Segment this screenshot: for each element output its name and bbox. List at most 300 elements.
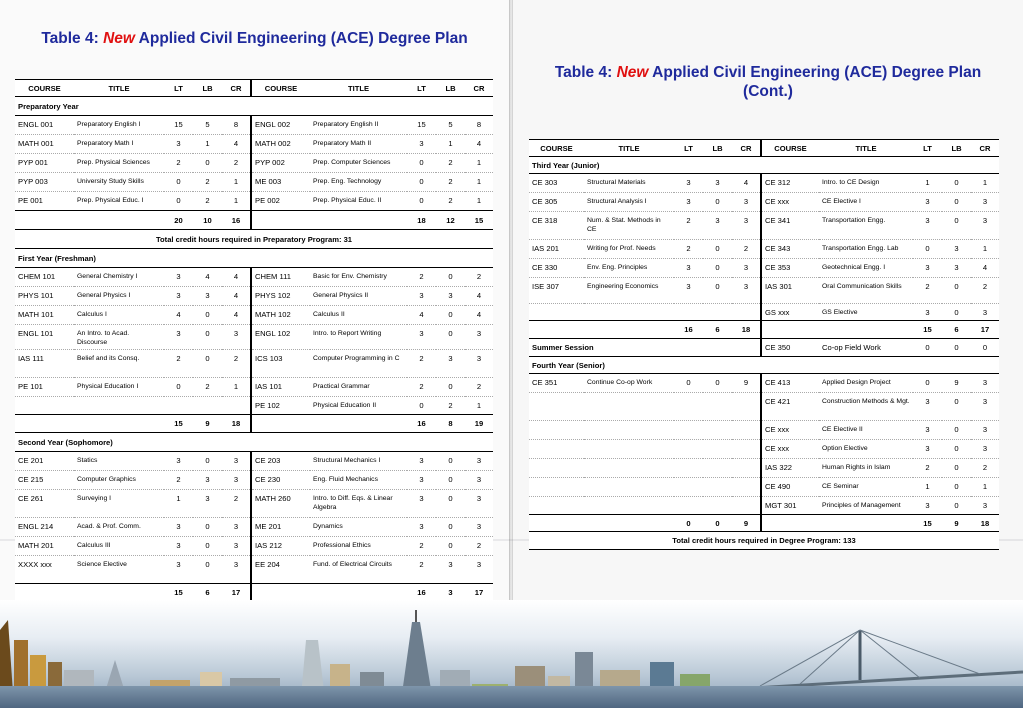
total-value: 15 xyxy=(465,211,493,230)
course-title: Prep. Computer Sciences xyxy=(310,154,407,173)
lecture-hours: 3 xyxy=(913,497,942,515)
course-title: Geotechnical Engg. I xyxy=(819,259,913,278)
lecture-hours: 3 xyxy=(674,259,703,278)
credit-hours: 4 xyxy=(465,287,493,306)
lecture-hours: 1 xyxy=(164,490,193,518)
credit-hours: 3 xyxy=(971,193,999,212)
right-page-title xyxy=(513,63,1023,101)
course-code: MATH 101 xyxy=(15,306,74,325)
course-code: CHEM 101 xyxy=(15,268,74,287)
total-value: 12 xyxy=(436,211,465,230)
lecture-hours: 3 xyxy=(164,287,193,306)
header-title-2: TITLE xyxy=(310,80,407,97)
lecture-hours: 3 xyxy=(407,471,436,490)
credit-hours: 1 xyxy=(222,378,251,397)
lecture-hours: 2 xyxy=(913,459,942,478)
credit-hours: 2 xyxy=(465,378,493,397)
credit-hours: 2 xyxy=(465,537,493,556)
lab-hours: 0 xyxy=(193,556,222,584)
course-code: PE 102 xyxy=(251,397,310,415)
lab-hours: 3 xyxy=(193,471,222,490)
course-code: CE 421 xyxy=(761,393,819,421)
credit-hours: 3 xyxy=(465,556,493,584)
header-course-2: COURSE xyxy=(251,80,310,97)
lecture-hours: 0 xyxy=(674,374,703,393)
total-value: 15 xyxy=(164,415,193,433)
course-code: PE 101 xyxy=(15,378,74,397)
credit-hours: 2 xyxy=(222,350,251,378)
course-title: Basic for Env. Chemistry xyxy=(310,268,407,287)
course-title: Principles of Management xyxy=(819,497,913,515)
course-title xyxy=(584,393,674,421)
total-value: 18 xyxy=(971,515,999,532)
course-title: Intro. to Report Writing xyxy=(310,325,407,350)
course-title: Engineering Economics xyxy=(584,278,674,304)
totals-spacer xyxy=(251,211,407,230)
lecture-hours: 3 xyxy=(913,304,942,321)
course-title: Preparatory Math II xyxy=(310,135,407,154)
lecture-hours: 3 xyxy=(164,537,193,556)
course-row xyxy=(529,478,999,497)
lecture-hours: 3 xyxy=(164,268,193,287)
total-value: 15 xyxy=(164,584,193,601)
course-code: CE 351 xyxy=(529,374,584,393)
lecture-hours: 3 xyxy=(674,278,703,304)
credit-hours: 9 xyxy=(732,374,761,393)
lecture-hours: 1 xyxy=(913,174,942,193)
course-row xyxy=(529,304,999,321)
lab-hours: 3 xyxy=(436,287,465,306)
lecture-hours: 2 xyxy=(164,154,193,173)
section-label: Summer Session xyxy=(529,339,761,357)
degree-plan-table-right xyxy=(529,139,999,550)
lecture-hours: 0 xyxy=(407,173,436,192)
course-row xyxy=(529,259,999,278)
course-title: Surveying I xyxy=(74,490,164,518)
header-course-2: COURSE xyxy=(761,140,819,157)
lab-hours: 0 xyxy=(436,378,465,397)
lab-hours: 0 xyxy=(942,304,971,321)
lecture-hours: 3 xyxy=(674,174,703,193)
lecture-hours: 3 xyxy=(674,193,703,212)
course-title: Computer Programming in C xyxy=(310,350,407,378)
totals-spacer xyxy=(251,584,407,601)
lab-hours: 0 xyxy=(942,421,971,440)
total-value: 18 xyxy=(732,321,761,339)
course-code: CE 490 xyxy=(761,478,819,497)
credit-hours: 2 xyxy=(222,490,251,518)
section-label: Third Year (Junior) xyxy=(529,157,999,174)
course-title: Applied Design Project xyxy=(819,374,913,393)
total-value: 18 xyxy=(222,415,251,433)
section-label: First Year (Freshman) xyxy=(15,249,493,268)
lab-hours: 0 xyxy=(703,374,732,393)
total-value: 0 xyxy=(703,515,732,532)
course-row xyxy=(15,306,493,325)
totals-row xyxy=(529,515,999,532)
credit-hours: 4 xyxy=(222,306,251,325)
credit-hours: 4 xyxy=(222,135,251,154)
lecture-hours: 2 xyxy=(164,471,193,490)
credit-hours: 3 xyxy=(971,374,999,393)
lecture-hours: 2 xyxy=(407,378,436,397)
course-title xyxy=(584,440,674,459)
lab-hours: 0 xyxy=(942,339,971,357)
lecture-hours xyxy=(674,478,703,497)
header-lb-1: LB xyxy=(703,140,732,157)
course-code: IAS 101 xyxy=(251,378,310,397)
course-title: Preparatory English I xyxy=(74,116,164,135)
section-header xyxy=(15,433,493,452)
section-header xyxy=(529,157,999,174)
lecture-hours: 3 xyxy=(407,325,436,350)
lab-hours: 0 xyxy=(193,325,222,350)
course-title: Preparatory Math I xyxy=(74,135,164,154)
credit-hours: 1 xyxy=(465,192,493,211)
course-code: CE 215 xyxy=(15,471,74,490)
total-value: 6 xyxy=(703,321,732,339)
lab-hours: 0 xyxy=(942,393,971,421)
course-title: Env. Eng. Principles xyxy=(584,259,674,278)
lab-hours: 0 xyxy=(942,497,971,515)
credit-hours xyxy=(732,459,761,478)
course-row xyxy=(529,374,999,393)
course-title: Construction Methods & Mgt. xyxy=(819,393,913,421)
course-title: Human Rights in Islam xyxy=(819,459,913,478)
credit-hours: 2 xyxy=(222,154,251,173)
header-cr-1: CR xyxy=(222,80,251,97)
lecture-hours: 4 xyxy=(407,306,436,325)
lab-hours: 3 xyxy=(703,174,732,193)
header-lb-2: LB xyxy=(942,140,971,157)
credit-hours: 3 xyxy=(222,325,251,350)
course-code: PYP 001 xyxy=(15,154,74,173)
total-value: 10 xyxy=(193,211,222,230)
course-row xyxy=(15,325,493,350)
course-row xyxy=(15,287,493,306)
course-title: Calculus I xyxy=(74,306,164,325)
course-code: IAS 301 xyxy=(761,278,819,304)
course-code: MATH 102 xyxy=(251,306,310,325)
lecture-hours: 0 xyxy=(913,374,942,393)
totals-spacer xyxy=(15,415,164,433)
lecture-hours xyxy=(674,459,703,478)
course-row xyxy=(529,212,999,240)
course-row xyxy=(15,556,493,584)
credit-hours: 2 xyxy=(732,240,761,259)
credit-hours xyxy=(732,421,761,440)
course-title: Structural Mechanics I xyxy=(310,452,407,471)
lecture-hours: 3 xyxy=(164,518,193,537)
course-code: MATH 001 xyxy=(15,135,74,154)
credit-hours xyxy=(732,478,761,497)
course-code: ICS 103 xyxy=(251,350,310,378)
lab-hours: 3 xyxy=(436,556,465,584)
total-value: 9 xyxy=(732,515,761,532)
lab-hours: 0 xyxy=(436,325,465,350)
water xyxy=(0,686,1023,708)
course-code xyxy=(529,440,584,459)
lab-hours: 0 xyxy=(193,537,222,556)
credit-hours: 3 xyxy=(222,471,251,490)
title-rest: Applied Civil Engineering (ACE) Degree Plan xyxy=(138,30,468,47)
total-value: 16 xyxy=(674,321,703,339)
section-header xyxy=(15,249,493,268)
lecture-hours xyxy=(674,421,703,440)
course-row xyxy=(529,240,999,259)
course-code: ENGL 102 xyxy=(251,325,310,350)
course-title: Fund. of Electrical Circuits xyxy=(310,556,407,584)
course-code: CHEM 111 xyxy=(251,268,310,287)
course-code: ME 003 xyxy=(251,173,310,192)
course-code: ENGL 214 xyxy=(15,518,74,537)
totals-row xyxy=(15,415,493,433)
lab-hours: 0 xyxy=(942,193,971,212)
lecture-hours: 15 xyxy=(407,116,436,135)
course-title: Intro. to Diff. Eqs. & Linear Algebra xyxy=(310,490,407,518)
course-title: Professional Ethics xyxy=(310,537,407,556)
lab-hours: 3 xyxy=(193,287,222,306)
lecture-hours xyxy=(164,397,193,415)
course-code: IAS 201 xyxy=(529,240,584,259)
credit-hours: 1 xyxy=(465,173,493,192)
header-lb-2: LB xyxy=(436,80,465,97)
course-title: General Physics I xyxy=(74,287,164,306)
lecture-hours: 2 xyxy=(407,537,436,556)
lab-hours: 0 xyxy=(436,306,465,325)
lab-hours: 2 xyxy=(193,173,222,192)
lab-hours xyxy=(703,497,732,515)
course-title xyxy=(584,304,674,321)
credit-hours: 8 xyxy=(222,116,251,135)
course-code: ENGL 101 xyxy=(15,325,74,350)
course-code: PHYS 101 xyxy=(15,287,74,306)
course-title: Intro. to CE Design xyxy=(819,174,913,193)
lab-hours: 0 xyxy=(436,471,465,490)
credit-hours: 3 xyxy=(465,518,493,537)
course-code: IAS 322 xyxy=(761,459,819,478)
credit-hours: 3 xyxy=(465,325,493,350)
section-label: Preparatory Year xyxy=(15,97,493,116)
credit-hours: 1 xyxy=(971,174,999,193)
lab-hours: 5 xyxy=(193,116,222,135)
course-title: Oral Communication Skills xyxy=(819,278,913,304)
course-title: Transportation Engg. Lab xyxy=(819,240,913,259)
course-row xyxy=(529,421,999,440)
lab-hours xyxy=(703,393,732,421)
lecture-hours: 1 xyxy=(913,478,942,497)
lab-hours: 3 xyxy=(942,240,971,259)
credit-hours: 4 xyxy=(465,135,493,154)
course-row xyxy=(529,497,999,515)
course-row xyxy=(15,537,493,556)
course-title: Statics xyxy=(74,452,164,471)
lecture-hours: 3 xyxy=(164,325,193,350)
lecture-hours: 4 xyxy=(164,306,193,325)
lab-hours: 0 xyxy=(193,518,222,537)
course-code xyxy=(529,393,584,421)
header-lt-1: LT xyxy=(164,80,193,97)
lab-hours: 0 xyxy=(942,174,971,193)
lecture-hours: 2 xyxy=(913,278,942,304)
lab-hours: 0 xyxy=(942,278,971,304)
course-code: GS xxx xyxy=(761,304,819,321)
course-code xyxy=(529,478,584,497)
lab-hours: 3 xyxy=(942,259,971,278)
credit-hours: 3 xyxy=(465,452,493,471)
credit-hours xyxy=(732,497,761,515)
course-code: CE 341 xyxy=(761,212,819,240)
credit-hours: 3 xyxy=(971,440,999,459)
totals-spacer xyxy=(15,584,164,601)
course-row xyxy=(15,518,493,537)
lab-hours: 3 xyxy=(193,490,222,518)
total-value: 9 xyxy=(193,415,222,433)
course-title: Prep. Physical Educ. II xyxy=(310,192,407,211)
credit-hours: 3 xyxy=(971,393,999,421)
lab-hours: 0 xyxy=(193,350,222,378)
lab-hours: 2 xyxy=(436,397,465,415)
lecture-hours: 3 xyxy=(407,287,436,306)
course-title: Writing for Prof. Needs xyxy=(584,240,674,259)
course-row xyxy=(15,192,493,211)
totals-row xyxy=(529,321,999,339)
course-title: Physical Education I xyxy=(74,378,164,397)
lecture-hours: 3 xyxy=(407,518,436,537)
header-title-2: TITLE xyxy=(819,140,913,157)
credit-note-row xyxy=(529,532,999,550)
course-code: MGT 301 xyxy=(761,497,819,515)
total-value: 8 xyxy=(436,415,465,433)
header-cr-2: CR xyxy=(465,80,493,97)
course-code: CE 350 xyxy=(761,339,819,357)
course-title: General Physics II xyxy=(310,287,407,306)
credit-hours: 3 xyxy=(222,452,251,471)
header-lb-1: LB xyxy=(193,80,222,97)
course-title: Continue Co-op Work xyxy=(584,374,674,393)
lab-hours: 0 xyxy=(942,212,971,240)
lecture-hours xyxy=(674,497,703,515)
lab-hours: 0 xyxy=(193,452,222,471)
lecture-hours: 3 xyxy=(913,193,942,212)
lecture-hours: 0 xyxy=(407,192,436,211)
lecture-hours: 3 xyxy=(164,135,193,154)
course-row xyxy=(529,459,999,478)
title-prefix: Table 4: xyxy=(41,30,99,47)
credit-hours: 3 xyxy=(732,278,761,304)
lab-hours: 0 xyxy=(703,240,732,259)
credit-hours: 1 xyxy=(465,397,493,415)
header-cr-1: CR xyxy=(732,140,761,157)
title-rest: Applied Civil Engineering (ACE) Degree Plan xyxy=(652,64,982,81)
course-code xyxy=(529,421,584,440)
lecture-hours: 2 xyxy=(407,556,436,584)
total-value: 15 xyxy=(913,515,942,532)
lecture-hours: 3 xyxy=(407,452,436,471)
course-title: Practical Grammar xyxy=(310,378,407,397)
course-code: CE 230 xyxy=(251,471,310,490)
course-title: Computer Graphics xyxy=(74,471,164,490)
course-code: ME 201 xyxy=(251,518,310,537)
credit-note-row xyxy=(15,230,493,249)
course-row xyxy=(15,116,493,135)
course-row xyxy=(15,378,493,397)
credit-hours: 1 xyxy=(971,478,999,497)
credit-hours: 4 xyxy=(222,287,251,306)
lab-hours: 3 xyxy=(436,350,465,378)
lab-hours: 0 xyxy=(703,193,732,212)
header-title-1: TITLE xyxy=(74,80,164,97)
lecture-hours: 2 xyxy=(164,350,193,378)
header-lt-2: LT xyxy=(913,140,942,157)
lab-hours: 0 xyxy=(436,490,465,518)
credit-hours: 3 xyxy=(465,471,493,490)
lab-hours: 0 xyxy=(703,259,732,278)
header-lt-1: LT xyxy=(674,140,703,157)
credit-hours: 4 xyxy=(465,306,493,325)
city-skyline-photo xyxy=(0,600,1023,708)
header-course-1: COURSE xyxy=(15,80,74,97)
course-row xyxy=(529,174,999,193)
lab-hours xyxy=(193,397,222,415)
course-code: ISE 307 xyxy=(529,278,584,304)
course-title: CE Elective II xyxy=(819,421,913,440)
lecture-hours: 3 xyxy=(407,135,436,154)
lab-hours: 1 xyxy=(436,135,465,154)
header-lt-2: LT xyxy=(407,80,436,97)
course-row xyxy=(529,278,999,304)
credit-hours: 3 xyxy=(971,212,999,240)
lecture-hours: 3 xyxy=(913,259,942,278)
credit-hours-note: Total credit hours required in Preparatory Program: 31 xyxy=(15,230,493,249)
course-title: Calculus III xyxy=(74,537,164,556)
course-code: CE xxx xyxy=(761,193,819,212)
credit-hours: 3 xyxy=(971,497,999,515)
course-row xyxy=(15,135,493,154)
total-value: 9 xyxy=(942,515,971,532)
course-title xyxy=(584,421,674,440)
course-title: Option Elective xyxy=(819,440,913,459)
total-value: 16 xyxy=(222,211,251,230)
total-value: 16 xyxy=(407,415,436,433)
course-title: Belief and its Consq. xyxy=(74,350,164,378)
section-header xyxy=(15,97,493,116)
lab-hours: 5 xyxy=(436,116,465,135)
credit-hours: 0 xyxy=(971,339,999,357)
degree-plan-table-left xyxy=(15,79,493,601)
total-value: 3 xyxy=(436,584,465,601)
lab-hours: 0 xyxy=(193,154,222,173)
lecture-hours: 3 xyxy=(913,421,942,440)
course-code: IAS 212 xyxy=(251,537,310,556)
course-title: Prep. Physical Educ. I xyxy=(74,192,164,211)
total-value: 16 xyxy=(407,584,436,601)
lecture-hours: 2 xyxy=(674,212,703,240)
lab-hours: 0 xyxy=(193,306,222,325)
lab-hours: 0 xyxy=(436,537,465,556)
course-code xyxy=(15,397,74,415)
course-title: Calculus II xyxy=(310,306,407,325)
course-title: Prep. Physical Sciences xyxy=(74,154,164,173)
credit-hours xyxy=(732,440,761,459)
title-cont: (Cont.) xyxy=(743,83,793,100)
lab-hours xyxy=(703,440,732,459)
credit-hours: 3 xyxy=(732,212,761,240)
total-value: 17 xyxy=(465,584,493,601)
course-code: PE 001 xyxy=(15,192,74,211)
credit-hours: 4 xyxy=(971,259,999,278)
course-code: ENGL 001 xyxy=(15,116,74,135)
